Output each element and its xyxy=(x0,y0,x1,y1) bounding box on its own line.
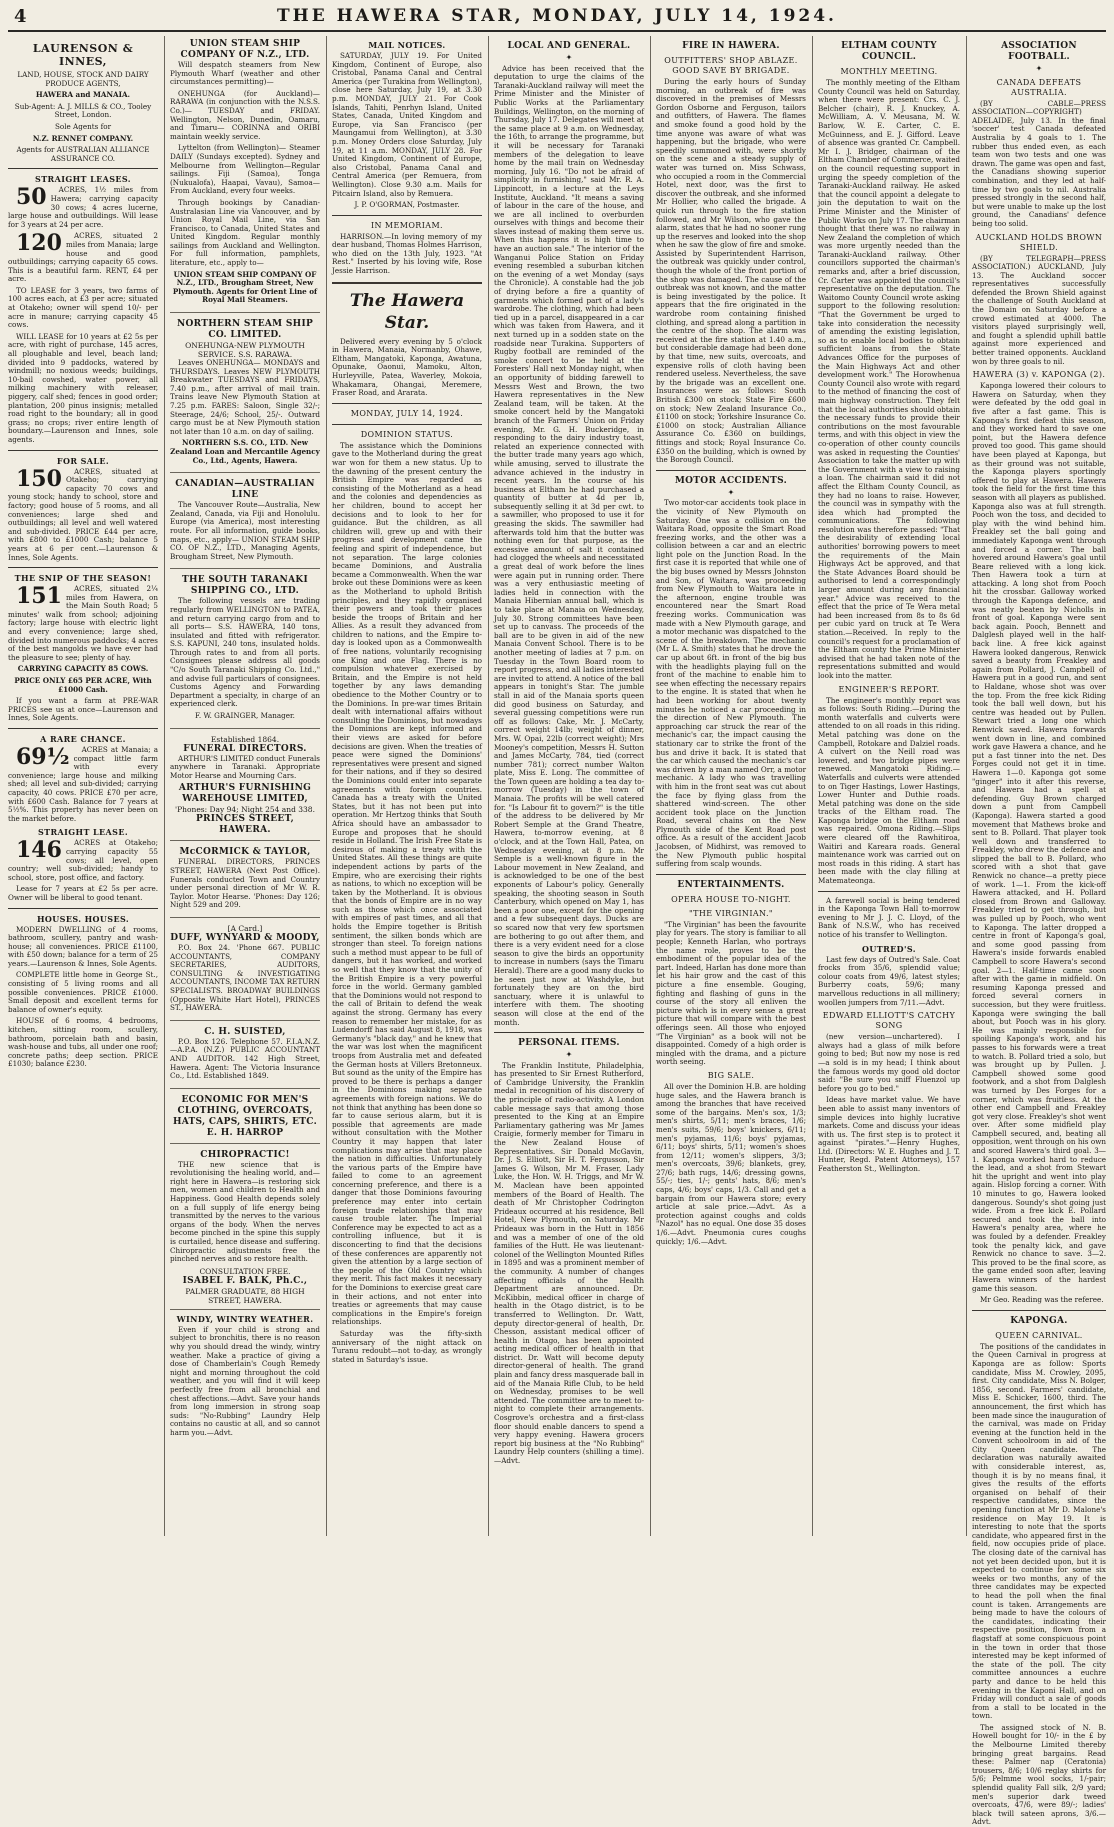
taranaki-title: THE SOUTH TARANAKI SHIPPING CO., LTD. xyxy=(181,575,308,597)
sole-agents: Sole Agents for xyxy=(54,121,112,131)
dominion-end: Saturday was the fifty-sixth anniversary of the night attack on Turanu redoubt—not to-day, as wrongly stated in Saturday's issue. xyxy=(332,1328,482,1364)
ad-150-acres: 150 ACRES, situated at Otakeho; carrying capacity 70 cows and young stock; handy to school, store and factory; good house of 5 rooms, and all conveniences; large shed and outbuildings; all level and well watered and sub-divided. PRICE £44 per acre, with £800 to £1000 Cash; balance 5 years at 6 per cent.—Laurenson & Innes, Sole Agents. xyxy=(8,465,158,562)
memoriam-body: HARRISON.—In loving memory of my dear husband, Thomas Holmes Harrison, who died on the 13th July, 1923. "At Rest." Inserted by his loving wife, Rose Jessie Harrison. xyxy=(332,231,482,276)
ad-146-acres: 146 ACRES at Otakeho; carrying capacity 55 cows; all level, open country; well sub-divided; handy to school, store, post office, and factory. xyxy=(8,837,158,882)
for-sale-heading: FOR SALE. xyxy=(56,455,110,466)
ad-house-6: HOUSE of 6 rooms, 4 bedrooms, kitchen, sitting room, scullery, bathroom, porcelain bath and basin, wash-house and tubs, all under one roof; concrete paths; deep section. PRICE £1030; balance £230. xyxy=(8,1016,158,1069)
straight-lease-heading: STRAIGHT LEASE. xyxy=(37,827,129,838)
chiro-body: THE new science that is revolutionising the healing world, and—right here in Hawera—is restoring sick men, women and children to Health and Happiness. Good Health depends solely on a full supply of life energy being transmitted by the nerves to the various organs of the body. When the nerves become pinched in the spine this supply is curtailed, hence disease and suffering. Chiropractic adjustments free the pinched nerves and so restore health. xyxy=(170,1159,320,1264)
motor-body: Two motor-car accidents took place in the vicinity of New Plymouth on Saturday. One was a collision on the Waitara Road, opposite the Smart Road freezing works, and the other was a collision between a car and an electric light pole on the Junction Road. In the first case it is reported that while one of the big buses owned by Messrs Johnston and Son, of Waitara, was proceeding from New Plymouth to Waitara late in the afternoon, engine trouble was encountered near the Smart Road freezing works. Communication was made with a New Plymouth garage, and a motor mechanic was dispatched to the scene of the breakdown. The mechanic (Mr L. A. Smith) states that he drove the car up about 6ft. in front of the big bus with the headlights playing full on the front of the machine to enable him to see when effecting the necessary repairs to the engine. It is stated that when he had been working for about twenty minutes he noticed a car proceeding in the direction of New Plymouth. The approaching car struck the rear of the mechanic's car, the impact causing the stationary car to strike the front of the bus and drive it back. It is stated that the car which caused the mechanic's car was driven by a man named Orr, a motor mechanic. A lady who was travelling with him in the front seat was cut about the face by flying glass from the shattered wind-screen. The other accident took place on the Junction Road, several chains on the New Plymouth side of the Kent Road post office. As a result of the accident Jacob Jacobsen, of Midhirst, was removed to the New Plymouth public hospital suffering from scalp wounds. xyxy=(656,498,806,869)
chiro-title: CHIROPRACTIC! xyxy=(200,1149,290,1160)
firm-place: HAWERA and MANAIA. xyxy=(35,90,131,100)
entertainments-body: "The Virginian" has been the favourite play for years. The story is familiar to all people; Kenneth Harlan, who portrays the name role, proves to be the embodiment of the popular idea of the part. Indeed, Harlan has done more than let his hair grow and the cast of this picture a fine ensemble. Gouging, fighting and flashing of guns in the course of the story all enliven the picture which is in every sense a great picture that will compare with the best offerings seen. All those who enjoyed "The Virginian" as a book will not be disappointed. Comedy of a high order is mingled with the drama, and a picture worth seeing. xyxy=(656,919,806,1067)
ad-69-acres: 69½ ACRES at Manaia; a compact little farm with every convenience; large house and milking shed; all level and sub-divided; carrying capacity, 40 cows. PRICE £70 per acre, with £600 Cash. Balance for 7 years at 5½%. This property has never been on the market before. xyxy=(8,744,158,823)
column-6 xyxy=(818,36,960,1536)
ad-modern: MODERN DWELLING of 4 rooms, bathroom, scullery, pantry and wash-house; all conveniences. PRICE £1100, with £50 down; balance for a term of 25 years.—Laurenson & Innes, Sole Agents. xyxy=(8,924,158,968)
dominion-body: The assistance which the Dominions gave to the Motherland during the great war won for them a new status. Up to the dawning of the present century the British Empire was regarded as consisting of the Motherland as a head and the colonies and dependencies as her children, bound to accept her decisions and to look to her for guidance. But the children, as all children will, grew up and with their progress and development came the feeling and spirit of independence, but not separation. The large colonies became Dominions, and Australia became a Commonwealth. When the war broke out these Dominions were as keen as the Motherland to uphold British principles, and they rapidly organised their powers and took their places beside the troops of Britain and her Allies. As a result they advanced from children to nations, and the Empire to-day is looked upon as a Commonwealth of free nations, voluntarily recognising one King and one Flag. There is no compulsion whatever exercised by Britain, and the Empire is not held together by any laws demanding obedience to the Mother Country or to the Dominions. In pre-war times Britain dealt with international affairs without consulting the Dominions, but nowadays the Dominions are kept informed and their views are asked for before decisions are given. When the treaties of peace were signed the Dominions' representatives were present and signed for their nations, and if they so desired the Dominions could enter into separate agreements with foreign countries. Canada has a treaty with the United States, but it has not been put into operation. Mr Hertzog thinks that South Africa should have an ambassador to Europe and proposes that he should reside in Holland. The Irish Free State is desirous of making a treaty with the United States. All these things are quite independent actions by parts of the Empire, who are exercising their rights as nations, to which no exception will be taken by the Motherland. It is obvious that the bonds of Empire are in no way such as those which once associated with empires of past times, and all that holds the Empire together is British sentiment, the silken bonds which are stronger than steel. To foreign nations such a method must appear to be full of dangers, but it has worked, and worked so well that they know that the unity of the British Empire is a very powerful force in the world. Germany gambled that the Dominions would not respond to the call of Britain to defend the weak against the strong. Germany has every reason to remember her mistake, for as Ludendorff has said August 8, 1918, was Germany's "black day," and he knew that the war was lost when the magnificent troops from Australia met and defeated the German hosts at Villers Bretonneux. But sound as the unity of the Empire has proved to be there is perhaps a danger in the Dominions making separate agreements with foreign nations. We do not think that anything has been done so far to cause serious alarm, but it is possible that agreements are made without consultation with the Mother Country it may happen that later complications may arise that may place the nation in difficulties. Unfortunately the various parts of the Empire have failed to come to an agreement concerning preference, and there is a danger that those Dominions favouring preference may enter into certain foreign trade relationships that may cause trouble later. The Imperial Conference may be expected to act as a controlling influence, but it is disconcerting to find that the decisions of these conferences are apparently not given the attention by a large section of the people of the Old Country which they merit. This fact makes it necessary for the Dominions to exercise great care in their actions, and not enter into treaties or agreements that may cause complications in the Empire's foreign relationships. xyxy=(332,440,482,1327)
arthurs-street: PRINCES STREET, HAWERA. xyxy=(195,814,295,836)
cows-85: CARRYING CAPACITY 85 COWS. xyxy=(17,664,149,674)
firm-name: LAURENSON & INNES, xyxy=(32,42,134,68)
funeral-heading: FUNERAL DIRECTORS. xyxy=(183,743,307,754)
suisted-title: C. H. SUISTED, xyxy=(204,1026,286,1037)
sub-agent: Sub-Agent: A. J. MILLS & CO., Tooley Street, London. xyxy=(14,101,152,120)
union-body: Will despatch steamers from New Plymouth Wharf (weather and other circumstances permitting)— xyxy=(170,60,320,87)
houses-heading: HOUSES. HOUSES. xyxy=(36,913,130,924)
mail-sign: J. P. O'GORMAN, Postmaster. xyxy=(354,200,460,210)
paper-title: The Hawera Star. xyxy=(349,290,465,333)
engineer-body: The engineer's monthly report was as follows: South Riding.—During the month waterfalls and culverts were attended to on all roads in this riding. Metal patching was done on the Campbell, Rotokare and Dalziel roads. A culvert on the Neill road was lowered, and two bridge pipes were renewed. Mangatoki Riding.—Waterfalls and culverts were attended to on Tiger Hastings, Lower Hastings, Lower Hunter and Duthie roads. Metal patching was done on the side tracks of the Eltham road. The Kaponga bridge on the Eltham road was repaired. Omona Riding.—Slips were cleared off the Rawhitiroa, Waitiri and Kareara roads. General maintenance work was carried out on most roads in this riding. A start has been made with the clay filling at Matemateonga. xyxy=(818,695,960,886)
northern-sub: ONEHUNGA-NEW PLYMOUTH SERVICE. S.S. RARAWA. xyxy=(185,341,305,360)
union-title: UNION STEAM SHIP COMPANY OF N.Z., LTD. xyxy=(180,39,310,60)
virginian-heading: "THE VIRGINIAN." xyxy=(689,908,773,918)
date-line: MONDAY, JULY 14, 1924. xyxy=(350,408,464,418)
howell-ad: The assigned stock of N. B. Howell bought for 10/- in the £ by the Melbourne Limited thereby bringing great bargains. Read these: Palmer nap (Ceratonia) trousers, 8/6; 10/6 reglay shirts for 5/6; Pelmme wool socks, 1/-pair; splendid quality Fall silk, 2/9 yard; men's superior dark tweed overcoats, 47/6, were 89/-; ladies' black twill sateen aprons, 3/6.—Advt. xyxy=(972,1722,1106,1827)
canada-title: CANADA DEFEATS AUSTRALIA. xyxy=(996,77,1082,97)
masthead xyxy=(8,4,1106,32)
south-taranaki-ad xyxy=(170,572,320,728)
snip-heading: THE SNIP OF THE SEASON! xyxy=(14,573,152,584)
alliance-agents: Agents for AUSTRALIAN ALLIANCE ASSURANCE CO. xyxy=(16,145,150,163)
rare-chance-heading: A RARE CHANCE. xyxy=(40,734,126,744)
columns xyxy=(8,36,1106,1827)
arthurs-title: ARTHUR'S FURNISHING WAREHOUSE LIMITED, xyxy=(178,783,312,805)
eltham-title: ELTHAM COUNTY COUNCIL. xyxy=(841,41,937,62)
canadian-title: CANADIAN—AUSTRALIAN LINE xyxy=(175,479,315,501)
windy-body: Even if your child is strong and subject to bronchitis, there is no reason why you should dread the windy, wintry weather. Make a practice of giving a dose of Chamberlain's Cough Remedy night and morning throughout the cold weather, and you will find it will keep perfectly free from all bronchial and chest affections.—Advt. Save your hands from long immersion in strong soap suds: "No-Rubbing" Laundry Help contains no caustic at all, and so cannot harm you.—Advt. xyxy=(170,1324,320,1437)
ad-to-lease: TO LEASE for 3 years, two farms of 100 acres each, at £3 per acre; situated at Otakeho; owner will spend 10/- per acre in manure; carrying capacity 45 cows. xyxy=(8,285,158,330)
card-label: [A Card.] xyxy=(227,923,263,933)
union-sign: UNION STEAM SHIP COMPANY OF N.Z., LTD., Brougham Street, New Plymouth. Agents for Orient Line of Royal Mail Steamers. xyxy=(172,269,318,305)
column-5: FIRE IN HAWERA. OUTFITTERS' SHOP ABLAZE. GOOD SAVE BY BRIGADE. During the early hours of Sunday morning, an outbreak of fire was discovered in the premises of Messrs Gordon Osborne and Ferguson, tailors and outfitters, of Hawera. The flames and smoke found a good hold by the time anyone was aware of what was happening, but the brigade, who were speedily summoned with, were shortly on the scene and a steady supply of water was turned on. Miss Schwass, who occupied a room in the Commercial Hotel, next door, was the first to discover the outbreak, and she informed Mr Hollier, who called the brigade. A quick run through to the fire station followed, and Mr Wilson, who gave the alarm, states that he had no sooner rung up the reserves and looked into the shop when he saw the glow of fire and smoke. Assisted by Superintendent Harrison, the outbreak was quickly under control, though the whole of the front portion of the shop was damaged. The cause of the outbreak was not known, and the matter is being investigated by the police. It appears that the fire originated in the wardrobe room containing finished clothing, and spread along a partition in the centre of the shop. The alarm was received at the fire station at 1.40 a.m., but considerable damage had been done by that time, new suits, overcoats, and expensive rolls of cloth having been rendered useless. Nevertheless, the save by the brigade was an excellent one. Insurances were as follows: South British £300 on stock; State Fire £600 on stock; New Zealand Insurance Co., £1100 on stock; Yorkshire Insurance Co. £1000 on stock; Australian Alliance Assurance Co. £360 on buildings, fittings and stock; Royal Insurance Co. £350 on the building, which is owned by the Borough Council. MOTOR ACCIDENTS. ✦ Two motor-car accidents took place in the vicinity of New Plymouth on Saturday. One was a collision on the Waitara Road, opposite the Smart Road freezing works, and the other was a collision between a car and an electric light pole on the Junction Road. In the first case it is reported that while one of the big buses owned by Messrs Johnston and Son, of Waitara, was proceeding from New Plymouth to Waitara late in the afternoon, engine trouble was encountered near the Smart Road freezing works. Communication was made with a New Plymouth garage, and a motor mechanic was dispatched to the scene of the breakdown. The mechanic (Mr L. A. Smith) states that he drove the car up about 6ft. in front of the big bus with the headlights playing full on the front of the machine to enable him to see when effecting the necessary repairs to the engine. It is stated that when he had been working for about twenty minutes he noticed a car proceeding in the direction of New Plymouth. The approaching car struck the rear of the mechanic's car, the impact causing the stationary car to strike the front of the bus and drive it back. It is stated that the car which caused the mechanic's car was driven by a man named Orr, a motor mechanic. A lady who was travelling with him in the front seat was cut about the face by flying glass from the shattered wind-screen. The other accident took place on the Junction Road, several chains on the New Plymouth side of the Kent Road post office. As a result of the accident Jacob Jacobsen, of Midhirst, was removed to the New Plymouth public hospital suffering from scalp wounds. ENTERTAINMENTS. OPERA HOUSE TO-NIGHT. "THE VIRGINIAN." "The Virginian" has been the favourite play for years. The story is familiar to all people; Kenneth Harlan, who portrays the name role, proves to be the embodiment of the popular idea of the part. Indeed, Harlan has done more than let his hair grow and the cast of this picture a fine ensemble. Gouging, fighting and flashing of guns in the course of the story all enliven the picture which is in every sense a great picture that will compare with the best offerings seen. All those who enjoyed "The Virginian" as a book will not be disappointed. Comedy of a high order is mingled with the drama, and a picture worth seeing. BIG SALE. All over the Dominion H.B. are holding huge sales, and the Hawera branch is among the branches that have received some of the bargains. Men's sox, 1/3; men's shirts, 5/11; men's braces, 1/6; men's suits, 59/6; boys' knickers, 6/11; men's pyjamas, 11/6; boys' pyjamas, 6/11; boys' shirts, 5/11; women's shoes from 12/11; women's slippers, 3/3; men's overcoats, 39/6; blankets, grey, 27/6; bath rugs, 14/6; dressing gowns, 55/-; ties, 1/-; gents' hats, 8/6; men's caps, 4/6; boys' caps, 1/3. Call and get a bargain from our Hawera store; every article at sale price.—Advt. As a protection against coughs and colds "Nazol" has no equal. One dose 35 doses 1/6.—Advt. Pneumonia cures coughs quickly; 1/6.—Advt. xyxy=(656,41,806,1246)
newspaper-title: THE HAWERA STAR, MONDAY, JULY 14, 1924. xyxy=(277,6,837,26)
big-sale-heading: BIG SALE. xyxy=(707,1070,755,1080)
referee: Mr Geo. Reading was the referee. xyxy=(980,1295,1104,1305)
northern-sign: NORTHERN S.S. CO., LTD. New Zealand Loan and Mercantile Agency Co., Ltd., Agents, Hawera. xyxy=(170,438,320,465)
taranaki-body: The following vessels are trading regularly from WELLINGTON to PATEA, and return carrying cargo from and to all ports— S.S. HAWERA, 140 tons, insulated and fitted with refrigerator. S.S. KAPUNI, 240 tons, insulated holds. Through rates to and from all ports. Consignees please address all goods "C/o South Taranaki Shipping Co. Ltd.," and advise full particulars of consignees. Customs Agency and Forwarding Department a specialty, in charge of an experienced clerk. xyxy=(170,596,320,709)
ad-will-lease: WILL LEASE for 10 years at £2 5s per acre, with right of purchase, 145 acres, all ploughable and level, beach land; divided into 9 paddocks, watered by windmill; no noxious weeds; buildings, 10-bail cowshed, water power, all milking machinery with releaser, piggery, calf shed; fences in good order; plantation, 200 pinus insignis; metalled road right to the boundary; all in good grass; no crops; river entire length of boundary.—Laurenson and Innes, sole agents. xyxy=(8,331,158,444)
canadian-body: The Vancouver Route—Australia, New Zealand, Canada, via Fiji and Honolulu. Europe (via America), most interesting route. For all information, guide books, maps, etc., apply— UNION STEAM SHIP CO. OF N.Z., LTD., Managing Agents, Brougham Street, New Plymouth. xyxy=(170,500,320,561)
dominion-title: DOMINION STATUS. xyxy=(360,429,454,439)
column-4: LOCAL AND GENERAL. ✦ Advice has been received that the deputation to urge the claims of the Taranaki-Auckland railway will meet the Prime Minister and the Minister of Public Works at the Parliamentary Buildings, Wellington, on the morning of Thursday, July 17. Delegates will meet at the same place at 9 a.m. on Wednesday, the 16th, to arrange the programme, but it will be necessary for Taranaki members of the delegation to leave home by the mail train on Wednesday morning, July 16. "Do not be afraid of simplicity in furnishing," said Mr. R. A. Lippincott, in a lecture at the Leys Institute, Auckland. "It means a saving of labour in the care of the house, and we are all inclined to overburden ourselves with things and become their slaves instead of making them serve us. When this happens it is high time to have an auction sale." The interior of the Wanganui Police Station on Friday evening resembled a suburban kitchen on the evening of a wet Monday (says the Chronicle). A constable had the job of drying before a fire a quantity of garments which formed part of a lady's wardrobe. The clothing, which had been tied up in a parcel, disappeared in a car which was taken from Hawera, and it next turned up in a sodden state on the roadside near Turakina. Supporters of Rugby football are reminded of the smoke concert to be held at the Foresters' Hall next Monday night, when an opportunity of bidding farewell to Messrs West and Brown, the two Hawera representatives in the New Zealand team, will be taken. At the smoke concert held by the Mangatoki branch of the Farmers' Union on Friday evening, Mr. G. H. Buckeridge, in responding to the dairy industry toast, related an experience connected with the butter trade many years ago which, while amusing, served to illustrate the advance achieved in the industry in recent years. In the course of his business at Eltham he had purchased a quantity of butter at 4d per lb, subsequently selling it at 3d per cwt. to a sawmiller, who proposed to use it for greasing the skids. The sawmiller had afterwards told him that the butter was nothing even for that purpose, as the excessive amount of salt it contained had clogged the wheels and necessitated a great deal of work before the lines were again put in running order. There was a very enthusiastic meeting of ladies held in connection with the Manaia Hibernian annual ball, which is to take place at Manaia on Wednesday, July 30. Strong committees have been set up to canvass. The proceeds of the ball are to be given in aid of the new Manaia Convent School. There is to be another meeting of ladies at 7 p.m. on Tuesday in the Town Board room to report progress, and all ladies interested are invited to attend. A notice of the ball appears in tonight's Star. The jumble stall in aid of the Manaia sports queen did good business on Saturday, and several guessing competitions were run off as follows: Cake, Mr. J. McCarty, correct weight 14lb; weight of dinner, Mrs. W. Opai, 22lb (correct weight); Mrs Mooney's competition, Messrs H. Sutton and James McCarty, 784, tied (correct number 781); correct number Walton plate, Miss E. Long. The committee of the Town queen are holding a tea day to-morrow (Tuesday) in the town of Manaia. The profits will be well catered for. "Is Labour fit to govern?" is the title of the address to be delivered by Mr Robert Semple at the Grand Theatre, Hawera, to-morrow evening, at 8 o'clock, and at the Town Hall, Patea, on Wednesday evening, at 8 p.m. Mr Semple is a well-known figure in the Labour movement in New Zealand, and is acknowledged to be one of the best exponents of Labour's policy. Generally speaking, the shooting season in South Canterbury, which opened on May 1, has been a poor one, except for the opening and a few subsequent days. Ducks are so scared now that very few sportsmen are bothering to go out after them, and there is a very evident need for a close season to give the birds an opportunity to increase in numbers (says the Timaru Herald). There are a good many ducks to be seen just now at Washdyke, but fortunately they are on the bird sanctuary, where it is unlawful to interfere with them. The shooting season will close at the end of the month. PERSONAL ITEMS. ✦ The Franklin Institute, Philadelphia, has presented to Sir Ernest Rutherford, of Cambridge University, the Franklin medal in recognition of his discovery of the principle of radio-activity. A London cable message says that among those presented to the King at an Empire Parliamentary gathering was Mr James Craigie, formerly member for Timaru in the New Zealand House of Representatives. Sir Donald McGavin, Dr. J. S. Elliott, Sir H. T. Fergusson, Sir James G. Wilson, Mr M. Fraser, Lady Luke, the Hon. W. H. Triggs, and Mr W. M. Maclean have been appointed members of the Board of Health. The death of Mr Christopher Codrington Prideaux occurred at his residence, Bell Hotel, New Plymouth, on Saturday. Mr Prideaux was born in the Hutt in 1856 and was a member of one of the old families of the Hutt. He was lieutenant-colonel of the Wellington Mounted Rifles in 1895 and was a prominent member of the community. A number of changes affecting officials of the Health Department are announced. Dr. McKibbin, medical officer in charge of health in the Otago district, is to be transferred to Wellington. Dr. Watt, deputy director-general of health, Dr. Chesson, assistant medical officer of health in Otago, has been appointed acting medical officer of health in that district. Dr. Watt will become deputy director-general of health. The grand plain and fancy dress masquerade ball in aid of the Manaia Rifle Club, to be held on Wednesday, promises to be well attended. The committee are to meet to-night to complete their arrangements. Cosgrove's orchestra and a first-class floor should enable dancers to spend a very happy evening. Hawera grocers report big business at the "No Rubbing" Laundry Help counters (shilling a time).—Advt. xyxy=(494,41,645,1465)
economic-title: ECONOMIC FOR MEN'S CLOTHING, OVERCOATS, HATS, CAPS, SHIRTS, ETC. xyxy=(172,1094,318,1127)
northern-steam-ad xyxy=(170,316,320,473)
local-body: Advice has been received that the deputation to urge the claims of the Taranaki-Auckland railway will meet the Prime Minister and the Minister of Public Works at the Parliamentary Buildings, Wellington, on the morning of Thursday, July 17. Delegates will meet at the same place at 9 a.m. on Wednesday, the 16th, to arrange the programme, but it will be necessary for Taranaki members of the delegation to leave home by the mail train on Wednesday morning, July 16. "Do not be afraid of simplicity in furnishing," said Mr. R. A. Lippincott, in a lecture at the Leys Institute, Auckland. "It means a saving of labour in the care of the house, and we are all inclined to overburden ourselves with things and become their slaves instead of making them serve us. When this happens it is high time to have an auction sale." The interior of the Wanganui Police Station on Friday evening resembled a suburban kitchen on the evening of a wet Monday (says the Chronicle). A constable had the job of drying before a fire a quantity of garments which formed part of a lady's wardrobe. The clothing, which had been tied up in a parcel, disappeared in a car which was taken from Hawera, and it next turned up in a sodden state on the roadside near Turakina. Supporters of Rugby football are reminded of the smoke concert to be held at the Foresters' Hall next Monday night, when an opportunity of bidding farewell to Messrs West and Brown, the two Hawera representatives in the New Zealand team, will be taken. At the smoke concert held by the Mangatoki branch of the Farmers' Union on Friday evening, Mr. G. H. Buckeridge, in responding to the dairy industry toast, related an experience connected with the butter trade many years ago which, while amusing, served to illustrate the advance achieved in the industry in recent years. In the course of his business at Eltham he had purchased a quantity of butter at 4d per lb, subsequently selling it at 3d per cwt. to a sawmiller, who proposed to use it for greasing the skids. The sawmiller had afterwards told him that the butter was nothing even for that purpose, as the excessive amount of salt it contained had clogged the wheels and necessitated a great deal of work before the lines were again put in running order. There was a very enthusiastic meeting of ladies held in connection with the Manaia Hibernian annual ball, which is to take place at Manaia on Wednesday, July 30. Strong committees have been set up to canvass. The proceeds of the ball are to be given in aid of the new Manaia Convent School. There is to be another meeting of ladies at 7 p.m. on Tuesday in the Town Board room to report progress, and all ladies interested are invited to attend. A notice of the ball appears in tonight's Star. The jumble stall in aid of the Manaia sports queen did good business on Saturday, and several guessing competitions were run off as follows: Cake, Mr. J. McCarty, correct weight 14lb; weight of dinner, Mrs. W. Opai, 22lb (correct weight); Mrs Mooney's competition, Messrs H. Sutton and James McCarty, 784, tied (correct number 781); correct number Walton plate, Miss E. Long. The committee of the Town queen are holding a tea day to-morrow (Tuesday) in the town of Manaia. The profits will be well catered for. "Is Labour fit to govern?" is the title of the address to be delivered by Mr Robert Semple at the Grand Theatre, Hawera, to-morrow evening, at 8 o'clock, and at the Town Hall, Patea, on Wednesday evening, at 8 p.m. Mr Semple is a well-known figure in the Labour movement in New Zealand, and is acknowledged to be one of the best exponents of Labour's policy. Generally speaking, the shooting season in South Canterbury, which opened on May 1, has been a poor one, except for the opening and a few subsequent days. Ducks are so scared now that very few sportsmen are bothering to go out after them, and there is a very evident need for a close season to give the birds an opportunity to increase in numbers (says the Timaru Herald). There are a good many ducks to be seen just now at Washdyke, but fortunately they are on the bird sanctuary, where it is unlawful to interfere with them. The shooting season will close at the end of the month. xyxy=(494,63,645,1027)
mccormick-ad xyxy=(170,844,320,918)
kaponga-title: KAPONGA. xyxy=(1010,1315,1068,1326)
association-title: ASSOCIATION FOOTBALL. xyxy=(1001,41,1077,62)
canadian-line-ad xyxy=(170,476,320,569)
economic-ad xyxy=(170,1092,320,1144)
rennet-company: N.Z. RENNET COMPANY. xyxy=(32,133,134,143)
ad-complete: COMPLETE little home in George St., consisting of 5 living rooms and all possible conveniences. PRICE £1000. Small deposit and excellent terms for balance of owner's equity. xyxy=(8,970,158,1014)
ad-151-acres: 151 ACRES, situated 2¼ miles from Hawera, on the Main South Road; 5 minutes' walk from school; adjoining factory; large house with electric light and every convenience; large shed, divided into numerous paddocks; 4 acres of the best mangolds we have ever had the pleasure to see; plenty of hay. xyxy=(8,583,158,662)
union-steam-ad xyxy=(170,36,320,313)
union-onehunga: ONEHUNGA (for Auckland)— RARAWA (in conjunction with the N.S.S. Co.)— TUESDAY and FRIDAY. Wellington, Nelson, Dunedin, Oamaru, and Timaru— CORINNA and ORIBI maintain weekly service. xyxy=(170,88,320,141)
memoriam-title: IN MEMORIAM. xyxy=(371,220,443,230)
mccormick-title: McCORMICK & TAYLOR, xyxy=(179,847,311,858)
personal-body: The Franklin Institute, Philadelphia, has presented to Sir Ernest Rutherford, of Cambridge University, the Franklin medal in recognition of his discovery of the principle of radio-activity. A London cable message says that among those presented to the King at an Empire Parliamentary gathering was Mr James Craigie, formerly member for Timaru in the New Zealand House of Representatives. Sir Donald McGavin, Dr. J. S. Elliott, Sir H. T. Fergusson, Sir James G. Wilson, Mr M. Fraser, Lady Luke, the Hon. W. H. Triggs, and Mr W. M. Maclean have been appointed members of the Board of Health. The death of Mr Christopher Codrington Prideaux occurred at his residence, Bell Hotel, New Plymouth, on Saturday. Mr Prideaux was born in the Hutt in 1856 and was a member of one of the old families of the Hutt. He was lieutenant-colonel of the Wellington Mounted Rifles in 1895 and was a prominent member of the community. A number of changes affecting officials of the Health Department are announced. Dr. McKibbin, medical officer in charge of health in the Otago district, is to be transferred to Wellington. Dr. Watt, deputy director-general of health, Dr. Chesson, assistant medical officer of health in Otago, has been appointed acting medical officer of health in that district. Dr. Watt will become deputy director-general of health. The grand plain and fancy dress masquerade ball in aid of the Manaia Rifle Club, to be held on Wednesday, promises to be well attended. The committee are to meet to-night to complete their arrangements. Cosgrove's orchestra and a first-class floor should enable dancers to spend a very happy evening. Hawera grocers report big business at the "No Rubbing" Laundry Help counters (shilling a time).—Advt. xyxy=(494,1060,644,1465)
northern-title: NORTHERN STEAM SHIP CO. LIMITED. xyxy=(176,319,314,341)
price-65: PRICE ONLY £65 PER ACRE, With £1000 Cash. xyxy=(14,676,152,694)
pre-war: If you want a farm at PRE-WAR PRICES see us at once—Laurenson and Innes, Sole Agents. xyxy=(8,696,158,723)
hawera-kaponga-body: Kaponga lowered their colours to Hawera on Saturday, when they were defeated by the odd goal in five after a fast game. This is Kaponga's first defeat this season, and they worked hard to save one point, but the Hawera defence proved too good. This game should have been played at Kaponga, but as their ground was not suitable, the Kaponga players sportingly offered to play at Hawera. Hawera took the field for the first time this season with all players as published. Kaponga also was at full strength. Pooch won the toss, and decided to play with the wind behind him. Freakley set the ball going and immediately Kaponga went through and forced a corner. The ball hovered around Hawera's goal until Beare relieved with a long kick. Then Hawera took a turn at attacking. A long shot from Pooch hit the crossbar. Galloway worked through the Kaponga defence, and was neatly beaten by Nicholls in front of goal. Kaponga were sent back again. Pooch, Bennett and Dalglesh played well in the half-back line. A free kick against Hawera looked dangerous, Renwick saved a beauty from Freakley and again from Pollard, J. Campbell of Hawera put in a good run, and sent to Haldane, whose shot was over the top. From the free kick Riding took the ball well down, but his centre was headed out by Pullen. Stewart tried a long one which Renwick saved. Hawera forwards went down in line, and combined work gave Hawera a chance, and he put a fast tinner into the net. Des Forges could not get it in time. Hawera 1—0. Kaponga got some "ginger" into it after this reverse, and Hawera had a spell at defending. Guy Brown charged down a punt from Campbell (Kaponga). Hawera started a good movement that Mathews broke and sent to B. Pollard. That player took well down and transferred to Freakley, who drew the defence and slipped the ball to B. Pollard, who scored with a shot that gave Renwick no chance—a pretty piece of work. 1—1. From the kick-off Hawera attacked, and H. Pollard closed from Brown and Galloway. Freakley tried to get through, but was pulled up by Pooch, who went to Kaponga. The latter dropped a centre in front of Kaponga's goal, and some good passing from Hawera's inside forwards enabled Campbell to score Hawera's second goal. 2—1. Half-time came soon after with the game in midfield. On resuming Kaponga pressed and forced several corners in succession, but they were fruitless. Kaponga were swinging the ball about, but Pooch was in his glory. He was mainly responsible for spoiling Kaponga's work, and his passes to his forwards were a treat to watch. B. Pollard tried a solo, but was brought up by Pullen. J. Campbell showed some good footwork, and a shot from Dalglesh was turned by Des Forges for a corner, which was fruitless. At the other end Campbell and Freakley got very close. Freakley's shot went over. After some midfield play Campbell secured, and, beating all opposition, went through on his own and scored Hawera's third goal. 3—1. Kaponga worked hard to reduce the lead, and a shot from Stewart hit the upright and went into play again. Hislop forcing a corner. With 10 minutes to go, Hawera looked dangerous. Soundy's shot going just wide. From a free kick E. Pollard secured and took the ball into Hawera's penalty area, where he was fouled by a defender. Freakley took the penalty kick, and gave Renwick no chance to save. 3—2. This proved to be the final score, as the game ended soon after, leaving Hawera winners of the hardest game this season. xyxy=(972,381,1106,1293)
hawera-kaponga-title: HAWERA (3) v. KAPONGA (2). xyxy=(972,370,1106,380)
queen-title: QUEEN CARNIVAL. xyxy=(995,1330,1083,1340)
motor-title: MOTOR ACCIDENTS. xyxy=(674,475,788,486)
ad-50-acres: 50 ACRES, 1½ miles from Hawera; carrying capacity 30 cows; 4 acres lucerne, large house and outbuildings. Will lease for 3 years at 24 per acre. xyxy=(8,184,158,229)
arthurs-body: ARTHUR'S LIMITED conduct Funerals anywhere in Taranaki. Appropriate Motor Hearse and Mourning Cars. xyxy=(170,753,320,780)
auckland-body: (BY TELEGRAPH—PRESS ASSOCIATION.) AUCKLAND, July 13. The Auckland soccer representatives successfully defended the Brown Shield against the challenge of South Auckland at the Domain on Saturday before a crowd estimated at 4000. The visitors played surprisingly well, and fought a splendid uphill battle against more experienced and better trained opponents. Auckland won by three goals to nil. xyxy=(972,253,1106,366)
mail-title: MAIL NOTICES. xyxy=(368,40,446,50)
fire-body: During the early hours of Sunday morning, an outbreak of fire was discovered in the premises of Messrs Gordon Osborne and Ferguson, tailors and outfitters, of Hawera. The flames and smoke found a good hold by the time anyone was aware of what was happening, but the brigade, who were speedily summoned with, were shortly on the scene and a steady supply of water was turned on. Miss Schwass, who occupied a room in the Commercial Hotel, next door, was the first to discover the outbreak, and she informed Mr Hollier, who called the brigade. A quick run through to the fire station followed, and Mr Wilson, who gave the alarm, states that he had no sooner rung up the reserves and looked into the shop when he saw the glow of fire and smoke. Assisted by Superintendent Harrison, the outbreak was quickly under control, though the whole of the front portion of the shop was damaged. The cause of the outbreak was not known, and the matter is being investigated by the police. It appears that the fire originated in the wardrobe room containing finished clothing, and spread along a partition in the centre of the shop. The alarm was received at the fire station at 1.40 a.m., but considerable damage had been done by that time, new suits, overcoats, and expensive rolls of cloth having been rendered useless. Nevertheless, the save by the brigade was an excellent one. Insurances were as follows: South British £300 on stock; State Fire £600 on stock; New Zealand Insurance Co., £1100 on stock; Yorkshire Insurance Co. £1000 on stock; Australian Alliance Assurance Co. £360 on buildings, fittings and stock; Royal Insurance Co. £350 on the building, which is owned by the Borough Council. xyxy=(656,77,806,465)
arthurs-phone: 'Phones: Day 94; Night 254 and 338. xyxy=(175,805,315,815)
firm-subtitle: LAND, HOUSE, STOCK AND DAIRY PRODUCE AGENTS, xyxy=(17,70,149,88)
eltham-sub: MONTHLY MEETING. xyxy=(840,67,938,76)
suisted-ad xyxy=(170,1024,320,1089)
lease-7: Lease for 7 years at £2 5s per acre. Owner will be liberal to good tenant. xyxy=(8,884,158,902)
big-sale-body: All over the Dominion H.B. are holding huge sales, and the Hawera branch is among the branches that have received some of the bargains. Men's sox, 1/3; men's shirts, 5/11; men's braces, 1/6; men's suits, 59/6; boys' knickers, 6/11; men's pyjamas, 11/6; boys' pyjamas, 6/11; boys' shirts, 5/11; women's shoes from 12/11; women's slippers, 3/3; men's overcoats, 39/6; blankets, grey, 27/6; bath rugs, 14/6; dressing gowns, 55/-; ties, 1/-; gents' hats, 8/6; men's caps, 4/6; boys' caps, 1/3. Call and get a bargain from our Hawera store; every article at sale price.—Advt. As a protection against coughs and colds "Nazol" has no equal. One dose 35 doses 1/6.—Advt. Pneumonia cures coughs quickly; 1/6.—Advt. xyxy=(656,1081,806,1246)
consult: CONSULTATION FREE. xyxy=(199,1266,291,1276)
windy-heading: WINDY, WINTRY WEATHER. xyxy=(176,1313,314,1324)
queen-body: The positions of the candidates in the Queen Carnival in progress at Kaponga are as follow: Sports candidate, Miss M. Crowley, 2095, first. City candidate, Miss N. Bolger, 1856, second. Farmers' candidate, Miss E. Schicker, 1600, third. The announcement, the first which has been made since the inauguration of the carnival, was made on Friday evening at the function held in the Convent schoolroom in aid of the City Queen candidate. The declaration was naturally awaited with considerable interest, as, though it is by no means final, it gives the results of the efforts organised on behalf of their respective candidates, since the opening function at Mr D. Malone's residence on May 19. It is interesting to note that the sports candidate, who appeared first in the field, now occupies pride of place. The closing date of the carnival has not yet been decided upon, but it is expected to continue for some six weeks or two months, any of the three candidates may be expected to head the poll when the final count is taken. Arrangements are being made to have the colours of the candidates, indicating their respective position, flown from a flagstaff at some conspicuous point in the town in order that those interested may be kept informed of the state of the poll. The city committee announces a euchre party and dance to be held this evening in the Kaponi Hall, and on Friday will conduct a sale of goods from a stall to be located in the town. xyxy=(972,1341,1106,1721)
duff-title: DUFF, WYNYARD & MOODY, xyxy=(170,932,320,943)
fire-sub: OUTFITTERS' SHOP ABLAZE. GOOD SAVE BY BRIGADE. xyxy=(664,56,798,75)
balk-body: PALMER GRADUATE, 88 HIGH STREET, HAWERA. xyxy=(185,1286,305,1305)
fire-title: FIRE IN HAWERA. xyxy=(682,41,780,51)
edward-heading: EDWARD ELLIOTT'S CATCHY SONG xyxy=(822,1011,956,1031)
paper-sub: Delivered every evening by 5 o'clock in Hawera, Manaia, Normanby, Ohawe, Eltham, Mangatoki, Kaponga, Awatuna, Opunake, Oaonui, Mamoku, Alton, Hurleyville, Patea, Waverley, Mokoia, Whakamara, Ohangai, Meremere, Fraser Road, and Ararata. xyxy=(332,336,482,398)
edward-song: (new version—unchartered). I always had a glass of milk before going to bed; But now my nose is red—a sold is in my head; I think about the famous words my good old doctor said: "Be sure you sniff Fluenzol up before you go to bed." xyxy=(818,1032,960,1093)
duff-body: P.O. Box 24. 'Phone 667. PUBLIC ACCOUNTANTS, COMPANY SECRETARIES, AUDITORS, CONSULTING & INVESTIGATING ACCOUNTANTS, INCOME TAX RETURN SPECIALISTS. BROADWAY BUILDINGS (Opposite White Hart Hotel), PRINCES ST., HAWERA. xyxy=(170,942,320,1013)
column-7: ASSOCIATION FOOTBALL. ✦ CANADA DEFEATS AUSTRALIA. (BY CABLE—PRESS ASSOCIATION—COPYRIGHT) ADELAIDE, July 13. In the final 'soccer' test Canada defeated Australia by 4 goals to 1. The rubber thus ended even, as each team won two tests and one was drawn. The game was open and fast, the Canadians showing superior combination, and they led at half-time by two goals to nil. Australia pressed strongly in the second half, but were unable to make up the lost ground, the Canadians' defence being too solid. AUCKLAND HOLDS BROWN SHIELD. (BY TELEGRAPH—PRESS ASSOCIATION.) AUCKLAND, July 13. The Auckland soccer representatives successfully defended the Brown Shield against the challenge of South Auckland at the Domain on Saturday before a crowd estimated at 4000. The visitors played surprisingly well, and fought a splendid uphill battle against more experienced and better trained opponents. Auckland won by three goals to nil. HAWERA (3) v. KAPONGA (2). Kaponga lowered their colours to Hawera on Saturday, when they were defeated by the odd goal in five after a fast game. This is Kaponga's first defeat this season, and they worked hard to save one point, but the Hawera defence proved too good. This game should have been played at Kaponga, but as their ground was not suitable, the Kaponga players sportingly offered to play at Hawera. Hawera took the field for the first time this season with all players as published. Kaponga also was at full strength. Pooch won the toss, and decided to play with the wind behind him. Freakley set the ball going and immediately Kaponga went through and forced a corner. The ball hovered around Hawera's goal until Beare relieved with a long kick. Then Hawera took a turn at attacking. A long shot from Pooch hit the crossbar. Galloway worked through the Kaponga defence, and was neatly beaten by Nicholls in front of goal. Kaponga were sent back again. Pooch, Bennett and Dalglesh played well in the half-back line. A free kick against Hawera looked dangerous, Renwick saved a beauty from Freakley and again from Pollard, J. Campbell of Hawera put in a good run, and sent to Haldane, whose shot was over the top. From the free kick Riding took the ball well down, but his centre was headed out by Pullen. Stewart tried a long one which Renwick saved. Hawera forwards went down in line, and combined work gave Hawera a chance, and he put a fast tinner into the net. Des Forges could not get it in time. Hawera 1—0. Kaponga got some "ginger" into it after this reverse, and Hawera had a spell at defending. Guy Brown charged down a punt from Campbell (Kaponga). Hawera started a good movement that Mathews broke and sent to B. Pollard. That player took well down and transferred to Freakley, who drew the defence and slipped the ball to B. Pollard, who scored with a shot that gave Renwick no chance—a pretty piece of work. 1—1. From the kick-off Hawera attacked, and H. Pollard closed from Brown and Galloway. Freakley tried to get through, but was pulled up by Pooch, who went to Kaponga. The latter dropped a centre in front of Kaponga's goal, and some good passing from Hawera's inside forwards enabled Campbell to score Hawera's second goal. 2—1. Half-time came soon after with the game in midfield. On resuming Kaponga pressed and forced several corners in succession, but they were fruitless. Kaponga were swinging the ball about, but Pooch was in his glory. He was mainly responsible for spoiling Kaponga's work, and his passes to his forwards were a treat to watch. B. Pollard tried a solo, but was brought up by Pullen. J. Campbell showed some good footwork, and a shot from Dalglesh was turned by Des Forges for a corner, which was fruitless. At the other end Campbell and Freakley got very close. Freakley's shot went over. After some midfield play Campbell secured, and, beating all opposition, went through on his own and scored Hawera's third goal. 3—1. Kaponga worked hard to reduce the lead, and a shot from Stewart hit the upright and went into play again. Hislop forcing a corner. With 10 minutes to go, Hawera looked dangerous. Soundy's shot going just wide. From a free kick E. Pollard secured and took the ball into Hawera's penalty area, where he was fouled by a defender. Freakley took the penalty kick, and gave Renwick no chance to save. 3—2. This proved to be the final score, as the game ended soon after, leaving Hawera winners of the hardest game this season. Mr Geo. Reading was the referee. KAPONGA. QUEEN CARNIVAL. The positions of the candidates in the Queen Carnival in progress at Kaponga are as follow: Sports candidate, Miss M. Crowley, 2095, first. City candidate, Miss N. Bolger, 1856, second. Farmers' candidate, Miss E. Schicker, 1600, third. The announcement, the first which has been made since the inauguration of the carnival, was made on Friday evening at the function held in the Convent schoolroom in aid of the City Queen candidate. The declaration was naturally awaited with considerable interest, as, though it is by no means final, it gives the results of the efforts organised on behalf of their respective candidates, since the opening function at Mr D. Malone's residence on May 19. It is interesting to note that the sports candidate, who appeared first in the field, now occupies pride of place. The closing date of the carnival has not yet been decided upon, but it is expected to continue for some six weeks or two months, any of the three candidates may be expected to head the poll when the final count is taken. Arrangements are being made to have the colours of the candidates, indicating their respective position, flown from a flagstaff at some conspicuous point in the town in order that those interested may be kept informed of the state of the poll. The city committee announces a euchre party and dance to be held this evening in the Kaponi Hall, and on Friday will conduct a sale of goods from a stall to be located in the town. The assigned stock of N. B. Howell bought for 10/- in the £ by the Melbourne Limited thereby bringing great bargains. Read these: Palmer nap (Ceratonia) trousers, 8/6; 10/6 reglay shirts for 5/6; Pelmme wool socks, 1/-pair; splendid quality Fall silk, 2/9 yard; men's superior dark tweed overcoats, 47/6, were 89/-; ladies' black twill sateen aprons, 3/6.—Advt. xyxy=(972,41,1106,1827)
outred-heading: OUTRED'S. xyxy=(862,943,916,954)
suisted-body: P.O. Box 126. Telephone 57. F.I.A.N.Z.—A.P.A. (N.Z.) PUBLIC ACCOUNTANT AND AUDITOR. 142 High Street, Hawera. Agent: The Victoria Insurance Co., Ltd. Established 1849. xyxy=(170,1036,320,1081)
opera-heading: OPERA HOUSE TO-NIGHT. xyxy=(671,894,791,904)
mccormick-body: FUNERAL DIRECTORS, PRINCES STREET, HAWERA (Next Post Office). Funerals conducted Town and Country under personal direction of Mr W. R. Taylor. Motor Hearse. 'Phones: Day 126; Night 529 and 209. xyxy=(170,857,320,910)
arthurs-ad xyxy=(170,732,320,842)
local-title: LOCAL AND GENERAL. xyxy=(507,41,631,51)
union-through: Through bookings by Canadian-Australasian Line via Vancouver, and by Union Royal Mail Line, via San Francisco, to Canada, United States and United Kingdom. Regular monthly sailings from Auckland and Wellington. For full information, pamphlets, literature, etc., apply to— xyxy=(170,197,320,268)
northern-body: Leaves ONEHUNGA— MONDAYS and THURSDAYS. Leaves NEW PLYMOUTH Breakwater TUESDAYS and FRIDAYS, 7.40 p.m., after arrival of mail train. Trains leave New Plymouth Station at 7.25 p.m. FARES: Saloon, Single 32/-; Steerage, 24/6; School, 25/-. Outward cargo must be at New Plymouth station not later than 10 a.m. on day of sailing. xyxy=(170,358,320,436)
column-3 xyxy=(332,36,482,1536)
ad-120-acres: 120 ACRES, situated 2 miles from Manaia; large house and good outbuildings; carrying capacity 65 cows. This is a beautiful farm. RENT, £4 per acre. xyxy=(8,230,158,284)
taranaki-sign: F. W. GRAINGER, Manager. xyxy=(195,711,295,721)
mail-body: SATURDAY, JULY 19. For United Kingdom, Continent of Europe, also Cristobal, Panama Canal and Central America (per Turakina from Wellington), close here Saturday, July 19, at 3.30 p.m. MONDAY, JULY 21. For Cook Islands, Tahiti, Penrhyn Island, United States, Canada, United Kingdom and Europe, via San Francisco (per Maungamui from Wellington), at 3.30 p.m. Money Orders close Saturday, July 19, at 11 a.m. MONDAY, JULY 28. For United Kingdom, Continent of Europe, also Cristobal, Panama Canal and Central America (per Remuera, from Wellington). Close 9.30 a.m. Mails for Pitcairn Island, also by Remuera. xyxy=(332,51,482,198)
balk-title: ISABEL F. BALK, Ph.C., xyxy=(182,1275,308,1286)
ideas: Ideas have market value. We have been able to assist many inventors of simple devices into highly lucrative markets. Come and discuss your ideas with us. The first step is to protect it against "pirates."—Henry Hughes, Ltd. (Directors: W. E. Hughes and J. T. Hunter, Regd. Patent Attorneys), 157 Featherston St., Wellington. xyxy=(818,1095,960,1174)
economic-name: E. H. HARROP xyxy=(206,1127,284,1138)
entertainments-title: ENTERTAINMENTS. xyxy=(677,879,785,890)
outred-body: Last few days of Outred's Sale. Coat frocks from 35/6, splendid value; colour coats from 49/6, latest styles; Burberry coats, 59/6; many marvellous reductions in all millinery; woollen jumpers from 7/11.—Advt. xyxy=(818,954,960,1007)
straight-leases-heading: STRAIGHT LEASES. xyxy=(35,174,131,185)
engineer-heading: ENGINEER'S REPORT. xyxy=(838,684,940,694)
column-1 xyxy=(8,36,158,1536)
page-number: 4 xyxy=(14,6,27,27)
established: Established 1864. xyxy=(210,734,280,744)
auckland-title: AUCKLAND HOLDS BROWN SHIELD. xyxy=(975,232,1103,252)
canada-body: (BY CABLE—PRESS ASSOCIATION—COPYRIGHT) ADELAIDE, July 13. In the final 'soccer' test Canada defeated Australia by 4 goals to 1. The rubber thus ended even, as each team won two tests and one was drawn. The game was open and fast, the Canadians showing superior combination, and they led at half-time by two goals to nil. Australia pressed strongly in the second half, but were unable to make up the lost ground, the Canadians' defence being too solid. xyxy=(972,98,1106,228)
chiro-ad xyxy=(170,1147,320,1310)
farewell: A farewell social is being tendered in the Kaponga Town Hall to-morrow evening to Mr J. J. C. Lloyd, of the Bank of N.S.W., who has received notice of his transfer to Wellington. xyxy=(818,895,960,939)
personal-title: PERSONAL ITEMS. xyxy=(518,1038,620,1049)
eltham-body: The monthly meeting of the Eltham County Council was held on Saturday, when there were present: Crs. C. J. Belcher (chair), R. J. Knuckey, A. McWilliam, A. V. Meusana, M. W. Barlow, W. E. Carter, C. E. McGuinness, and E. J. Gifford. Leave of absence was granted Cr. Campbell. Mr I. J. Bridger, chairman of the Eltham Chamber of Commerce, waited on the council requesting support in urging the speedy completion of the Taranaki-Auckland railway. He asked that the council appoint a delegate to join the deputation to wait on the Prime Minister and the Minister of Public Works on July 17. The chairman thought that there was no railway in New Zealand the completion of which was more urgently needed than the Taranaki-Auckland railway. Other councillors supported the chairman's remarks and, after a brief discussion, Cr. Carter was appointed the council's representative on the deputation. The Waitomo County Council wrote asking support to the following resolution: "That the Government be urged to take into consideration the necessity of amending the existing legislation, so as to enable local bodies to obtain sufficient loans from the State Advances Office for the purposes of the Main Highways Act and other development work." The Horowhenua County Council also wrote with regard to the method of financing the cost of main highway construction. They felt that the local authorities should obtain the necessary funds to provide their contributions on the most favourable terms, and with this object in view the co-operation of other county councils was asked in requesting the Counties' Association to take the matter up with the Government with a view to raising a loan. The chairman said it did not affect the Eltham County Council, as they had no loans to raise. However, the council was in sympathy with the idea which had prompted the communications. The following resolution was therefore passed: "That the desirability of extending local authorities' borrowing powers to meet the requirements of the Main Highways Act be approved, and that the State Advances Board should be authorised to lend a correspondingly larger amount during any financial year." Advice was received to the effect that the price of Te Wera metal had been increased from 8s to 8s 6d per cubic yard on truck at Te Wera station.—Received. In reply to the council's request for a proclamation of the Eltham county the Prime Minister advised that he had taken note of the representations submitted and would look into the matter. xyxy=(818,78,960,680)
union-lyttelton: Lyttelton (from Wellington)— Steamer DAILY (Sundays excepted). Sydney and Melbourne from Wellington—Regular sailings. Fiji (Samoa), Tonga (Nukualofa), Haapai, Vavau), Samoa— From Auckland, every four weeks. xyxy=(170,143,320,196)
duff-ad xyxy=(170,921,320,1021)
column-2 xyxy=(170,36,320,1536)
